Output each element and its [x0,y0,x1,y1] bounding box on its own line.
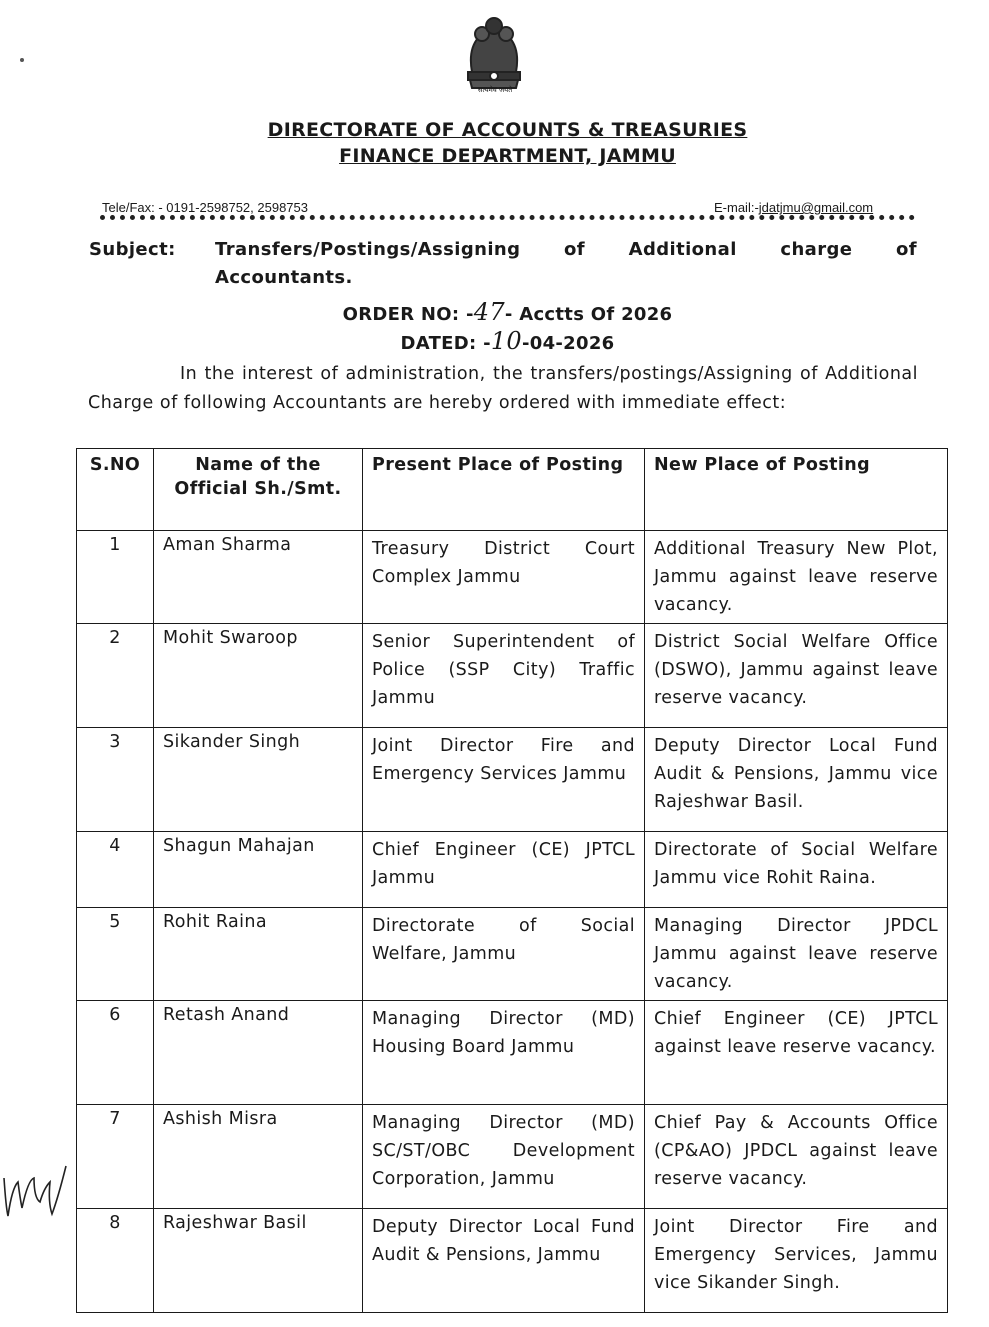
row-new-posting: Chief Engineer (CE) JPTCL against leave reserve vacancy. [645,1001,948,1105]
row-present-posting: Chief Engineer (CE) JPTCL Jammu [363,832,645,908]
order-no-suffix: - Acctts Of 2026 [504,304,673,325]
row-new-posting: Chief Pay & Accounts Office (CP&AO) JPDCL against leave reserve vacancy. [645,1105,948,1209]
row-new-posting: Deputy Director Local Fund Audit & Pensions, Jammu vice Rajeshwar Basil. [645,728,948,832]
date-day-value: 10 [490,327,522,355]
dotted-separator [100,215,915,220]
table-header-row [77,449,948,531]
row-present-posting: Deputy Director Local Fund Audit & Pensions, Jammu [363,1209,645,1313]
row-present-posting: Managing Director (MD) Housing Board Jammu [363,1001,645,1105]
tele-fax: Tele/Fax: - 0191-2598752, 2598753 [102,200,308,215]
order-number [0,298,989,326]
table-row [77,531,948,624]
row-present-posting: Managing Director (MD) SC/ST/OBC Development Corporation, Jammu [363,1105,645,1209]
table-row [77,624,948,728]
subject-line-2: Accountants. [215,267,353,288]
col-name: Name of the Official Sh./Smt. [154,449,363,531]
intro-text: In the interest of administration, the transfers/postings/Assigning of Additional Charge of following Accountants are hereby ordered with immediate effect: [88,364,918,413]
email-address: jdatjmu@gmail.com [758,200,874,215]
row-sno: 6 [77,1001,154,1105]
row-official-name: Rajeshwar Basil [154,1209,363,1313]
table-row [77,1209,948,1313]
row-sno: 5 [77,908,154,1001]
row-sno: 7 [77,1105,154,1209]
subject-label: Subject: [89,239,176,260]
row-sno: 4 [77,832,154,908]
col-present-posting: Present Place of Posting [363,449,645,531]
intro-paragraph [88,360,918,418]
row-present-posting: Directorate of Social Welfare, Jammu [363,908,645,1001]
row-present-posting: Treasury District Court Complex Jammu [363,531,645,624]
row-official-name: Aman Sharma [154,531,363,624]
department-title: FINANCE DEPARTMENT, JAMMU [339,145,676,167]
directorate-title: DIRECTORATE OF ACCOUNTS & TREASURIES [267,119,748,141]
row-official-name: Mohit Swaroop [154,624,363,728]
row-new-posting: Managing Director JPDCL Jammu against leave reserve vacancy. [645,908,948,1001]
row-sno: 8 [77,1209,154,1313]
table-row [77,908,948,1001]
row-sno: 2 [77,624,154,728]
row-new-posting: District Social Welfare Office (DSWO), Jammu against leave reserve vacancy. [645,624,948,728]
row-official-name: Ashish Misra [154,1105,363,1209]
row-sno: 3 [77,728,154,832]
scan-speck [20,58,24,62]
table-row [77,1105,948,1209]
row-present-posting: Senior Superintendent of Police (SSP City) Traffic Jammu [363,624,645,728]
col-new-posting: New Place of Posting [645,449,948,531]
order-no-label: ORDER NO: - [342,304,474,325]
row-new-posting: Additional Treasury New Plot, Jammu against leave reserve vacancy. [645,531,948,624]
row-new-posting: Joint Director Fire and Emergency Services, Jammu vice Sikander Singh. [645,1209,948,1313]
email-line [714,200,873,215]
table-row [77,728,948,832]
row-official-name: Rohit Raina [154,908,363,1001]
order-no-value: 47 [473,298,505,326]
email-label: E-mail:- [714,200,759,215]
row-new-posting: Directorate of Social Welfare Jammu vice Rohit Raina. [645,832,948,908]
row-sno: 1 [77,531,154,624]
row-official-name: Retash Anand [154,1001,363,1105]
date-label: DATED: - [400,333,491,354]
row-official-name: Sikander Singh [154,728,363,832]
order-date [0,327,989,355]
col-sno: S.NO [77,449,154,531]
date-suffix: -04-2026 [521,333,615,354]
emblem-motto: सत्यमेव जयते [477,86,513,94]
row-official-name: Shagun Mahajan [154,832,363,908]
table-row [77,832,948,908]
handwritten-initials [0,1158,80,1228]
transfers-table [76,448,948,1313]
row-present-posting: Joint Director Fire and Emergency Services Jammu [363,728,645,832]
table-row [77,1001,948,1105]
subject-line-1: Transfers/Postings/Assigning of Additional charge of [215,239,917,260]
